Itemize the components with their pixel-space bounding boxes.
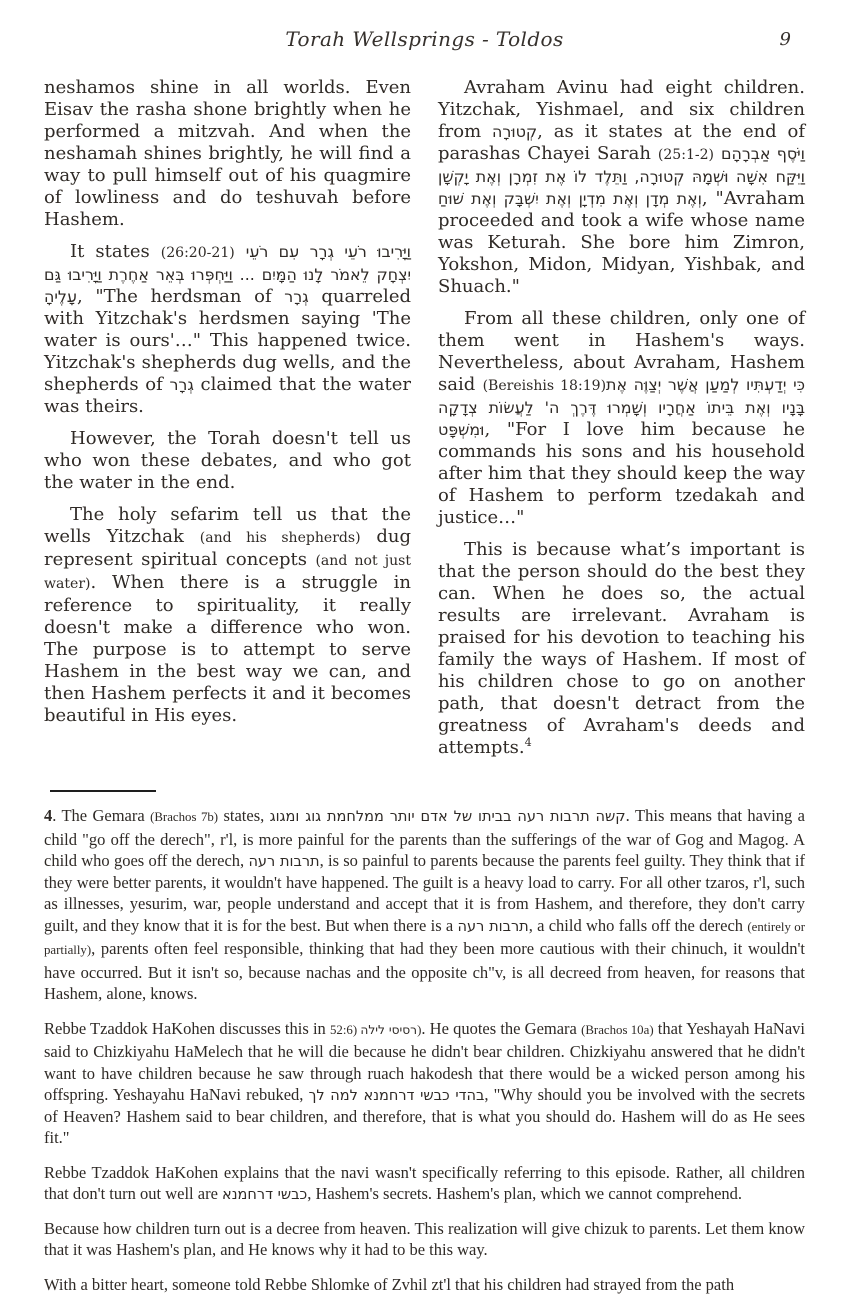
text-segment: , "For I love him because he commands his sons and his household after him that they should keep the way of Hashem to perform tzedakah and justice…": [438, 419, 805, 528]
paragraph: [44, 1018, 805, 1149]
text-segment: , "The herdsman of: [77, 286, 284, 307]
footnote-marker: 4: [525, 736, 532, 749]
text-segment: , as it states at the end of parashas Chayei Sarah: [438, 121, 805, 164]
paragraph: [438, 539, 805, 759]
text-segment: quarreled with Yitzchak's herdsmen saying 'The water is ours'…" This happened twice. Yitzchak's shepherds dug wells, and the shepherds of: [44, 286, 411, 395]
text-segment: neshamos shine in all worlds. Even Eisav the rasha shone brightly when he performed a mitzvah. And when the neshamah shines brightly, he will find a way to pull himself out of his quagmire of lowliness and do teshuvah before Hashem.: [44, 77, 411, 230]
hebrew-text: תרבות רעה: [248, 854, 319, 870]
text-segment: . The Gemara: [52, 806, 150, 825]
text-segment: From all these children, only one of them went in Hashem's ways. Nevertheless, about Avraham, Hashem said: [438, 308, 805, 395]
text-segment: . He quotes the Gemara: [421, 1019, 581, 1038]
right-column: [438, 77, 805, 769]
paragraph: [438, 308, 805, 529]
text-segment: , "Avraham proceeded and took a wife whose name was Keturah. She bore him Zimron, Yokshon, Midon, Midyan, Yishbak, and Shuach.": [438, 188, 805, 297]
text-segment: However, the Torah doesn't tell us who won these debates, and who got the water in the end.: [44, 428, 411, 493]
citation-reference: ): [417, 1023, 421, 1037]
text-segment: It states: [70, 241, 161, 262]
text-segment: This is because what’s important is that the person should do the best they can. When he does so, the actual results are irrelevant. Avraham is praised for his devotion to teaching his family the ways of Hashem. If most of his children chose to go on another path, that doesn't detract from the greatness of Avraham's deeds and attempts.: [438, 539, 805, 758]
hebrew-text: רסיסי לילה: [360, 1023, 417, 1037]
citation-reference: (Brachos 7b): [150, 810, 218, 824]
text-segment: . This means that having a child "go off the derech", r'l, is more painful for the parents than the sufferings of the war of Gog and Magog. A child who goes off the derech,: [44, 806, 805, 870]
text-segment: , a child who falls off the derech: [529, 916, 748, 935]
text-segment: Rebbe Tzaddok HaKohen discusses this in: [44, 1019, 330, 1038]
page-number: 9: [780, 29, 791, 50]
text-segment: that Yeshayah HaNavi said to Chizkiyahu HaMelech that he will die because he didn't bear children. Chizkiyahu answered that he didn't want to have children because he saw through ruach hakodesh that there would be a wicked person among his offspring. Yeshayahu HaNavi rebuked,: [44, 1019, 805, 1105]
body-columns: [44, 77, 805, 769]
hebrew-text: קְטוּרָה: [492, 122, 537, 141]
text-segment: dug represent spiritual concepts: [44, 526, 411, 570]
page-header: [44, 0, 805, 51]
text-segment: With a bitter heart, someone told Rebbe Shlomke of Zvhil zt'l that his children had strayed from the path: [44, 1275, 734, 1294]
text-segment: claimed that the water was theirs.: [44, 374, 411, 417]
citation-reference: (Brachos 10a): [581, 1023, 654, 1037]
citation-reference: 52:6): [330, 1023, 360, 1037]
hebrew-text: וַיָּרִיבוּ רֹעֵי גְרָר עִם רֹעֵי יִצְחָק לֵאמֹר לָנוּ הַמָּיִם ... וַיַּחְפְּרוּ בְּאֵר אַחֶרֶת וַיָּרִיבוּ גַּם עָלֶיהָ: [44, 242, 411, 306]
paragraph: [44, 1218, 805, 1261]
paragraph: [44, 77, 411, 231]
hebrew-text: כבשי דרחמנא: [222, 1187, 307, 1203]
text-segment: , Hashem's secrets. Hashem's plan, which we cannot comprehend.: [307, 1184, 742, 1203]
text-segment: [714, 143, 721, 164]
text-segment: states,: [218, 806, 270, 825]
paragraph: [44, 1162, 805, 1205]
page-title: Torah Wellsprings - Toldos: [44, 27, 805, 51]
text-segment: , is so painful to parents because the parents feel guilty. They think that if they were better parents, it wouldn't have happened. The guilt is a heavy load to carry. For all other tzaros, r'l, such as illnesses, yesurim, war, people understand and accept that it is from Hashem, and therefore, they don't carry guilt, and they know that it is for the best. But when there is a: [44, 851, 805, 935]
text-segment: Rebbe Tzaddok HaKohen explains that the navi wasn't specifically referring to this episode. Rather, all children that don't turn out well are: [44, 1163, 805, 1204]
paragraph: [44, 1274, 805, 1295]
citation-reference: (25:1-2): [658, 147, 714, 163]
footnote-separator: [50, 790, 156, 792]
footnote-number: 4: [44, 806, 52, 825]
citation-reference: (entirely or partially): [44, 920, 805, 958]
citation-reference: (and not just water): [44, 553, 411, 592]
left-column: [44, 77, 411, 769]
hebrew-text: קשה תרבות רעה בביתו של אדם יותר ממלחמת גוג ומגוג: [270, 809, 626, 825]
paragraph: [44, 504, 411, 727]
text-segment: , parents often feel responsible, thinking that had they been more cautious with their chinuch, it wouldn't have occurred. But it isn't so, because nachas and the opposite ch"v, is all decreed from heaven, for reasons that Hashem, alone, knows.: [44, 939, 805, 1003]
hebrew-text: גְרָר: [284, 287, 308, 306]
text-segment: The holy sefarim tell us that the wells Yitzchak: [44, 504, 411, 547]
footnotes-section: [44, 805, 805, 1295]
paragraph: [44, 805, 805, 1005]
text-segment: , "Why should you be involved with the secrets of Heaven? Hashem said to bear children, and therefore, that is what you should do. Hashem will do as He sees fit.": [44, 1085, 805, 1147]
hebrew-text: וַיֹּסֶף אַבְרָהָם וַיִּקַּח אִשָּׁה וּשְׁמָהּ קְטוּרָה, וַתֵּלֶד לוֹ אֶת זִמְרָן וְאֶת יָקְשָׁן וְאֶת מְדָן וְאֶת מִדְיָן וְאֶת יִשְׁבָּק וְאֶת שׁוּחַ: [438, 144, 805, 208]
paragraph: [44, 241, 411, 418]
citation-reference: (and his shepherds): [200, 530, 361, 546]
text-segment: [235, 241, 246, 262]
text-segment: Because how children turn out is a decree from heaven. This realization will give chizuk to parents. Let them know that it was Hashem's plan, and He knows why it had to be this way.: [44, 1219, 805, 1260]
hebrew-text: כִּי יְדַעְתִּיו לְמַעַן אֲשֶׁר יְצַוֶּה אֶת בָּנָיו וְאֶת בֵּיתוֹ אַחֲרָיו וְשָׁמְרוּ דֶּרֶךְ ה' לַעֲשׂוֹת צְדָקָה וּמִשְׁפָּט: [438, 375, 805, 439]
hebrew-text: תרבות רעה: [458, 919, 529, 935]
citation-reference: (Bereishis 18:19): [483, 378, 606, 394]
hebrew-text: גְרָר: [169, 375, 193, 394]
text-segment: Avraham Avinu had eight children. Yitzchak, Yishmael, and six children from: [438, 77, 805, 142]
citation-reference: (26:20-21): [161, 245, 235, 261]
hebrew-text: בהדי כבשי דרחמנא למה לך: [309, 1088, 485, 1104]
paragraph: [44, 428, 411, 494]
text-segment: . When there is a struggle in reference to spirituality, it really doesn't make a difference who won. The purpose is to attempt to serve Hashem in the best way we can, and then Hashem perfects it and it becomes beautiful in His eyes.: [44, 572, 411, 726]
paragraph: [438, 77, 805, 298]
